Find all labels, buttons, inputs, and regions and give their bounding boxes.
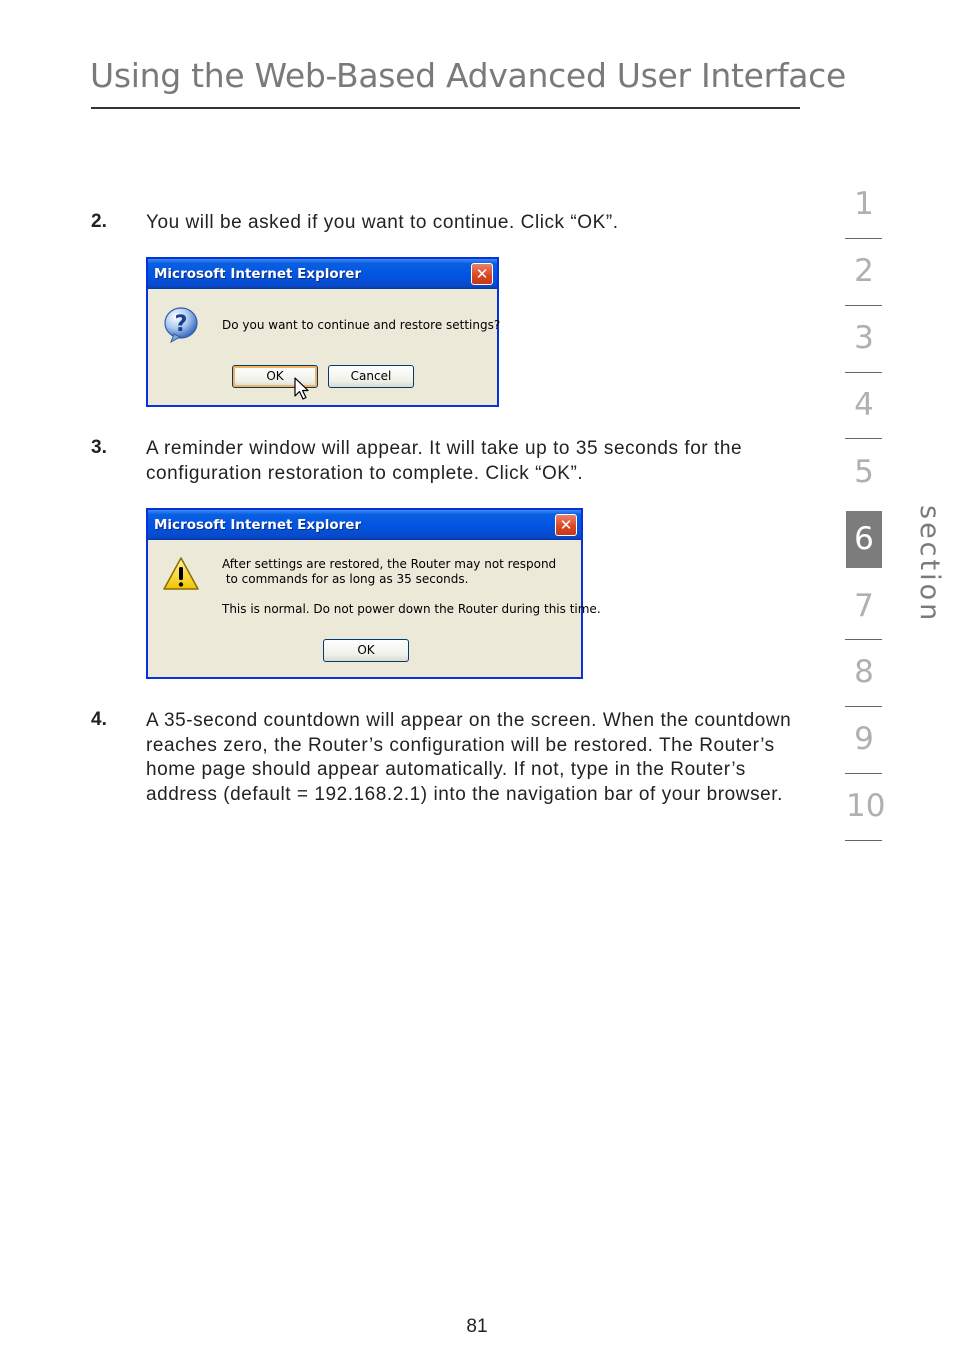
step-number-3: 3. — [91, 437, 107, 458]
confirm-dialog — [146, 257, 499, 407]
dialog-title: Microsoft Internet Explorer — [154, 266, 362, 282]
reminder-dialog — [146, 508, 601, 679]
warning-icon — [162, 556, 200, 592]
section-nav-divider — [845, 372, 882, 373]
section-nav-6-active[interactable]: 6 — [846, 511, 882, 568]
section-nav-4[interactable]: 4 — [854, 387, 874, 423]
section-nav-divider — [845, 639, 882, 640]
title-divider — [91, 107, 800, 109]
step-text-4: A 35-second countdown will appear on the screen. When the countdown reaches zero, the Router’s configuration will be restored. The Router’s home page should appear automatically. If not, type in the Router’s address (default = 192.168.2.1) into the navigation bar of your browser. — [146, 710, 792, 805]
dialog-message-line-3: This is normal. Do not power down the Router during this time. — [222, 602, 601, 616]
section-nav-divider — [845, 438, 882, 439]
step-text-3: A reminder window will appear. It will take up to 35 seconds for the configuration restoration to complete. Click “OK”. — [146, 438, 743, 484]
page-number: 81 — [466, 1316, 488, 1337]
close-icon: ✕ — [559, 516, 573, 534]
dialog-message: Do you want to continue and restore settings? — [222, 318, 501, 332]
step-text-2: You will be asked if you want to continue. Click “OK”. — [146, 212, 619, 233]
section-nav-divider — [845, 305, 882, 306]
ok-button[interactable]: OK — [323, 639, 409, 662]
step-number-2: 2. — [91, 211, 107, 232]
section-nav-8[interactable]: 8 — [854, 654, 874, 690]
ok-button[interactable]: OK — [232, 365, 318, 388]
step-number-4: 4. — [91, 709, 107, 730]
dialog-message-line-1: After settings are restored, the Router may not respond — [222, 557, 557, 571]
section-nav-divider — [845, 706, 882, 707]
question-icon — [162, 305, 200, 345]
close-button[interactable] — [555, 514, 577, 536]
dialog-message-line-2: to commands for as long as 35 seconds. — [222, 572, 469, 586]
dialog-titlebar — [148, 510, 581, 540]
close-button[interactable] — [471, 263, 493, 285]
section-nav-divider — [845, 238, 882, 239]
section-nav-3[interactable]: 3 — [854, 320, 874, 356]
cancel-button[interactable]: Cancel — [328, 365, 414, 388]
section-nav-divider — [845, 773, 882, 774]
dialog-title: Microsoft Internet Explorer — [154, 517, 362, 533]
close-icon: ✕ — [475, 265, 489, 283]
section-nav-9[interactable]: 9 — [854, 721, 874, 757]
section-nav-10[interactable]: 10 — [846, 788, 886, 824]
section-nav-5[interactable]: 5 — [854, 454, 874, 490]
mouse-cursor-icon — [294, 377, 310, 401]
section-nav-7[interactable]: 7 — [854, 588, 874, 624]
section-nav-1[interactable]: 1 — [854, 186, 874, 222]
section-nav-2[interactable]: 2 — [854, 253, 874, 289]
svg-text:?: ? — [174, 312, 188, 337]
page-title: Using the Web-Based Advanced User Interface — [90, 56, 847, 95]
section-nav-divider — [845, 840, 882, 841]
section-label: section — [914, 505, 945, 624]
dialog-titlebar — [148, 259, 497, 289]
